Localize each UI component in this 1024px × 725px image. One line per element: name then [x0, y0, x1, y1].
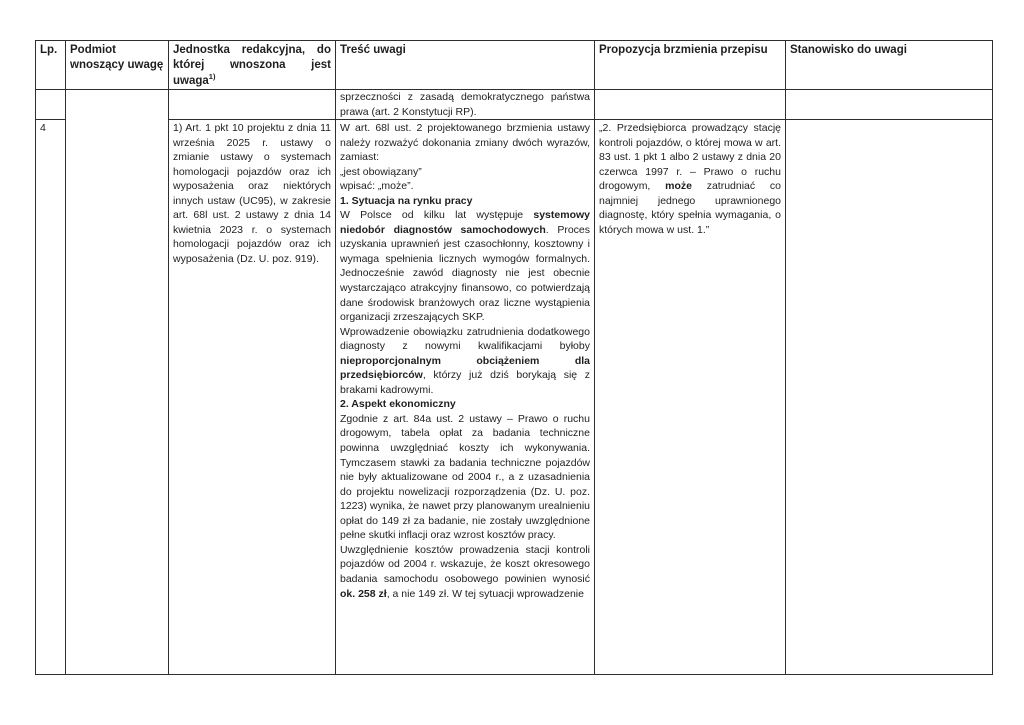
carryover-tresc-text: sprzeczności z zasadą demokratycznego państwa prawa (art. 2 Konstytucji RP).: [340, 91, 590, 118]
carryover-row: [36, 90, 993, 120]
row4-tresc-cell: [336, 120, 595, 675]
row4-propozycja-text: „2. Przedsiębiorca prowadzący stację kontroli pojazdów, o której mowa w art. 83 ust. 1 pkt 1 albo 2 ustawy z dnia 20 czerwca 1997 r. – Prawo o ruchu drogowym, może zatrudniać co najmniej jednego uprawnionego diagnostę, który spełnia wymagania, o których mowa w ust. 1.”: [599, 122, 781, 236]
header-podmiot: Podmiot wnoszący uwagę: [66, 41, 169, 90]
header-stanowisko: Stanowisko do uwagi: [786, 41, 993, 90]
row4-jednostka-cell: [169, 120, 336, 675]
carryover-jednostka-cell: [169, 90, 336, 120]
header-tresc: Treść uwagi: [336, 41, 595, 90]
comments-table: [35, 40, 993, 675]
row4-lp-value: 4: [40, 122, 46, 134]
carryover-propozycja-cell: [595, 90, 786, 120]
podmiot-merged-cell: [66, 90, 169, 675]
row-4: [36, 120, 993, 675]
carryover-tresc-cell: [336, 90, 595, 120]
header-lp: Lp.: [36, 41, 66, 90]
carryover-lp-cell: [36, 90, 66, 120]
row4-jednostka-text: 1) Art. 1 pkt 10 projektu z dnia 11 września 2025 r. ustawy o zmianie ustawy o systemach homologacji pojazdów oraz ich wyposażenia oraz niektórych innych ustaw (UC95), w zakresie art. 68l ust. 2 ustawy z dnia 14 kwietnia 2023 r. o systemach homologacji pojazdów oraz ich wyposażenia (Dz. U. poz. 919).: [173, 122, 331, 265]
header-jednostka-text: Jednostka redakcyjna, do której wnoszona jest uwaga$^{1)}$: [173, 44, 331, 87]
row4-propozycja-cell: [595, 120, 786, 675]
header-jednostka: [169, 41, 336, 90]
row4-tresc-text: W art. 68l ust. 2 projektowanego brzmienia ustawy należy rozważyć dokonania zmiany dwóch wyrazów, zamiast: „jest obowiązany” wpisać: „może”. 1. Sytuacja na rynku pracy W Polsce od kilku lat występuje systemowy niedobór diagnostów samochodowych. Proces uzyskania uprawnień jest czasochłonny, kosztowny i wymaga spełnienia licznych wymogów formalnych. Jednocześnie zawód diagnosty nie jest obecnie wystarczająco atrakcyjny finansowo, co potwierdzają dane środowisk branżowych oraz liczne wystąpienia organizacji zrzeszających SKP. Wprowadzenie obowiązku zatrudnienia dodatkowego diagnosty z nowymi kwalifikacjami byłoby nieproporcjonalnym obciążeniem dla przedsiębiorców, którzy już dziś borykają się z brakami kadrowymi. 2. Aspekt ekonomiczny Zgodnie z art. 84a ust. 2 ustawy – Prawo o ruchu drogowym, tabela opłat za badania techniczne powinna uwzględniać koszty ich wykonywania. Tymczasem stawki za badania techniczne pojazdów nie były aktualizowane od 2004 r., a z uzasadnienia do projektu nowelizacji rozporządzenia (Dz. U. poz. 1223) wynika, że nawet przy planowanym urealnieniu opłat do 149 zł za badanie, nie zostały uwzględnione pełne skutki inflacji oraz wzrost kosztów pracy. Uwzględnienie kosztów prowadzenia stacji kontroli pojazdów od 2004 r. wskazuje, że koszt okresowego badania samochodu osobowego powinien wynosić ok. 258 zł, a nie 149 zł. W tej sytuacji wprowadzenie: [340, 122, 590, 600]
carryover-stanowisko-cell: [786, 90, 993, 120]
table-header-row: [36, 41, 993, 90]
header-propozycja: Propozycja brzmienia przepisu: [595, 41, 786, 90]
row4-lp-cell: [36, 120, 66, 675]
row4-stanowisko-cell: [786, 120, 993, 675]
